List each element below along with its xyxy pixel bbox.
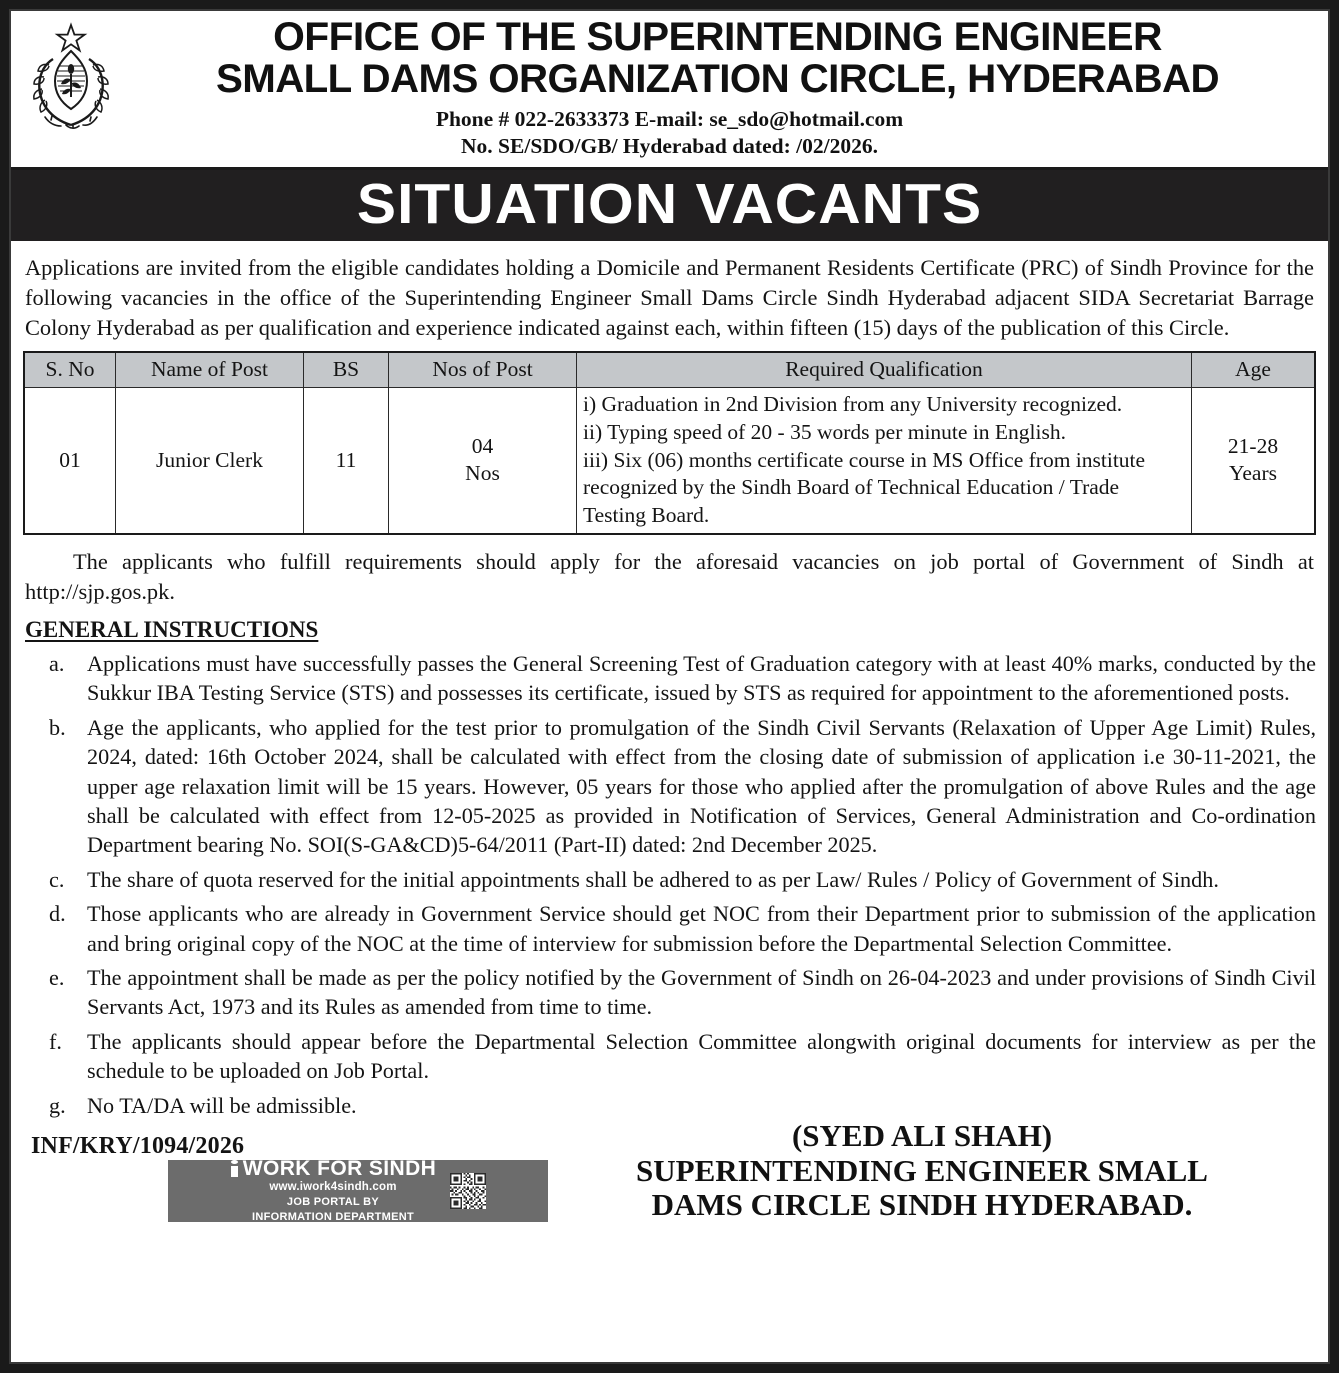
qualification-line: recognized by the Sindh Board of Technical Education / Trade (583, 475, 1120, 500)
list-item-marker: d. (49, 901, 66, 927)
column-header-nos-of-post: Nos of Post (389, 352, 577, 388)
list-item (23, 1091, 1316, 1120)
signatory-designation-line-2: DAMS CIRCLE SINDH HYDERABAD. (651, 1186, 1193, 1222)
signatory-name: (SYED ALI SHAH) (791, 1118, 1053, 1154)
list-item-text: The share of quota reserved for the initial appointments shall be adhered to as per Law/ Rules / Policy of Government of Sindh. (87, 866, 1219, 892)
iwork-url: www.iwork4sindh.com (269, 1181, 397, 1194)
cell-age (1192, 387, 1316, 534)
column-header-s-no: S. No (24, 352, 116, 388)
vacancy-table (23, 351, 1316, 536)
signatory-designation-line-1: SUPERINTENDING ENGINEER SMALL (636, 1152, 1208, 1188)
document-body (11, 241, 1328, 1362)
iwork-sub-line-2: INFORMATION DEPARTMENT (251, 1210, 414, 1223)
government-of-sindh-emblem-icon (25, 21, 117, 141)
cell-s-no: 01 (24, 387, 116, 534)
list-item (23, 865, 1316, 894)
list-item-text: The applicants should appear before the Departmental Selection Committee alongwith original documents for interview as per the schedule to be uploaded on Job Portal. (87, 1028, 1316, 1084)
iwork-title-row (230, 1158, 436, 1179)
qualification-line: Testing Board. (583, 503, 710, 528)
reference-number-line: No. SE/SDO/GB/ Hyderabad dated: /02/2026. (461, 134, 878, 159)
cell-age-range: 21-28 (1227, 433, 1279, 458)
apply-instructions-paragraph (25, 547, 1314, 607)
cell-nos-unit: Nos (465, 461, 500, 486)
cell-bs: 11 (304, 387, 389, 534)
general-instructions-section (23, 613, 1316, 1125)
column-header-name-of-post: Name of Post (116, 352, 304, 388)
table-row (24, 387, 1315, 534)
cell-age-unit: Years (1229, 461, 1277, 486)
list-item-marker: a. (49, 650, 65, 676)
document-header (11, 11, 1328, 170)
signature-block (542, 1119, 1302, 1222)
qualification-line: iii) Six (06) months certificate course in MS Office from institute (583, 447, 1146, 472)
list-item-text: Applications must have successfully passes the General Screening Test of Graduation category with at least 40% marks, conducted by the Sukkur IBA Testing Service (STS) and possesses its certificate, issued by STS as required for appointment to the aforementioned posts. (87, 650, 1316, 706)
phone-email-line: Phone # 022-2633373 E-mail: se_sdo@hotmail.com (435, 106, 904, 131)
org-title-line-1: OFFICE OF THE SUPERINTENDING ENGINEER (273, 15, 1162, 59)
cell-nos-number: 04 (471, 433, 494, 458)
org-title-line-2: SMALL DAMS ORGANIZATION CIRCLE, HYDERABAD (215, 56, 1220, 101)
contact-block (21, 106, 1318, 161)
inf-number: INF/KRY/1094/2026 (31, 1133, 245, 1160)
iwork-title: WORK FOR SINDH (242, 1157, 437, 1181)
person-icon (230, 1160, 239, 1177)
list-item-text: The appointment shall be made as per the policy notified by the Government of Sindh on 26-04-2023 and under provisions of Sindh Civil Servants Act, 1973 and its Rules as amended from time to time. (87, 964, 1316, 1020)
column-header-bs: BS (304, 352, 389, 388)
list-item-marker: b. (49, 714, 66, 740)
iwork-text-block (230, 1158, 436, 1224)
instructions-list (23, 649, 1316, 1120)
column-header-required-qualification: Required Qualification (577, 352, 1192, 388)
intro-paragraph: Applications are invited from the eligible candidates holding a Domicile and Permanent Residents Certificate (PRC) of Sindh Province for the following vacancies in the office of the Superintending Engineer Small Dams Circle Sindh Hyderabad adjacent SIDA Secretariat Barrage Colony Hyderabad as per qualification and experience indicated against each, within fifteen (15) days of the publication of this Circle. (25, 255, 1314, 340)
list-item-marker: e. (49, 964, 65, 990)
iwork-sub-line-1: JOB PORTAL BY (286, 1195, 380, 1208)
qr-code-icon (450, 1173, 486, 1209)
organization-titles (21, 17, 1318, 100)
banner-title: SITUATION VACANTS (356, 171, 983, 236)
cell-nos-of-post (389, 387, 577, 534)
qualification-line: i) Graduation in 2nd Division from any University recognized. (583, 391, 1123, 416)
page-inner-frame (9, 9, 1330, 1364)
iwork-for-sindh-banner (168, 1157, 548, 1223)
general-instructions-heading: GENERAL INSTRUCTIONS (25, 616, 319, 642)
list-item-marker: g. (49, 1092, 66, 1118)
cell-required-qualification (577, 387, 1192, 534)
qualification-line: ii) Typing speed of 20 - 35 words per minute in English. (583, 419, 1066, 444)
situation-vacants-banner (11, 170, 1328, 242)
table-header-row (24, 352, 1315, 388)
column-header-age: Age (1192, 352, 1316, 388)
apply-instructions-text: The applicants who fulfill requirements should apply for the aforesaid vacancies on job portal of Government of Sindh at http://sjp.gos.pk. (25, 549, 1314, 605)
list-item-text: No TA/DA will be admissible. (87, 1092, 357, 1118)
document-footer (23, 1118, 1316, 1227)
list-item (23, 899, 1316, 958)
cell-name-of-post: Junior Clerk (116, 387, 304, 534)
list-item (23, 649, 1316, 708)
list-item (23, 713, 1316, 860)
list-item (23, 963, 1316, 1022)
list-item-marker: f. (49, 1028, 62, 1054)
list-item-marker: c. (49, 866, 65, 892)
list-item (23, 1027, 1316, 1086)
list-item-text: Age the applicants, who applied for the test prior to promulgation of the Sindh Civil Servants (Relaxation of Upper Age Limit) Rules, 2024, dated: 16th October 2024, shall be calculated with effect from the closing date of submission of application i.e 30-11-2021, the upper age relaxation limit will be 15 years. However, 05 years for those who applied after the promulgation of above Rules and the age shall be calculated with effect from 12-05-2025 as provided in Notification of Services, General Administration and Co-ordination Department bearing No. SOI(S-GA&CD)5-64/2011 (Part-II) dated: 2nd December 2025. (87, 714, 1316, 858)
list-item-text: Those applicants who are already in Government Service should get NOC from their Department prior to submission of the application and bring original copy of the NOC at the time of interview for submission before the Departmental Selection Committee. (87, 901, 1316, 956)
